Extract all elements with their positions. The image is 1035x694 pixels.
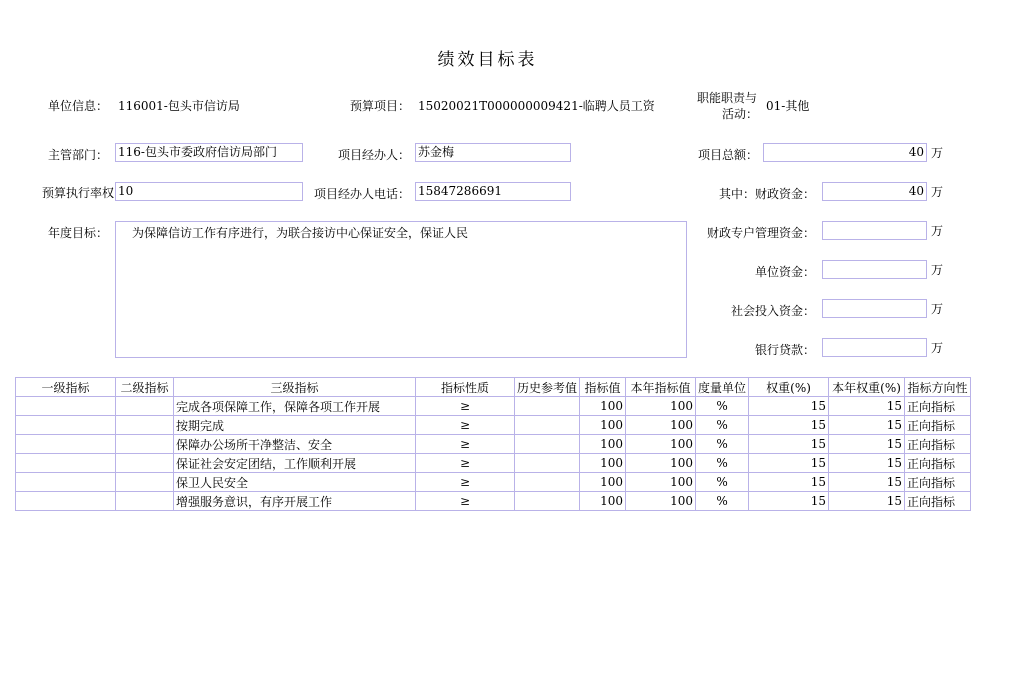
- cell-history[interactable]: [515, 416, 580, 435]
- exec-rate-field[interactable]: 10: [115, 182, 303, 201]
- cell-unit[interactable]: %: [696, 397, 749, 416]
- col-header-year-value: 本年指标值: [626, 378, 696, 397]
- cell-l1[interactable]: [16, 492, 116, 511]
- table-row: [16, 473, 971, 492]
- cell-direction[interactable]: 正向指标: [905, 416, 971, 435]
- cell-history[interactable]: [515, 454, 580, 473]
- total-field[interactable]: 40: [763, 143, 927, 162]
- col-header-l2: 二级指标: [116, 378, 174, 397]
- cell-weight[interactable]: 15: [749, 416, 829, 435]
- cell-value[interactable]: 100: [580, 454, 626, 473]
- function-label-line2: 活动：: [722, 107, 759, 121]
- fiscal-label: 其中：财政资金：: [718, 187, 815, 201]
- cell-year-value[interactable]: 100: [626, 397, 696, 416]
- cell-value[interactable]: 100: [580, 473, 626, 492]
- bank-loan-label: 银行贷款：: [754, 343, 815, 357]
- function-value: 01-其他: [766, 99, 810, 113]
- col-header-nature: 指标性质: [416, 378, 515, 397]
- cell-direction[interactable]: 正向指标: [905, 473, 971, 492]
- cell-l3[interactable]: 按期完成: [174, 416, 416, 435]
- col-header-unit: 度量单位: [696, 378, 749, 397]
- cell-history[interactable]: [515, 435, 580, 454]
- cell-direction[interactable]: 正向指标: [905, 435, 971, 454]
- col-header-weight: 权重(%): [749, 378, 829, 397]
- cell-l2[interactable]: [116, 435, 174, 454]
- col-header-l3: 三级指标: [174, 378, 416, 397]
- cell-unit[interactable]: %: [696, 416, 749, 435]
- unit-info-value: 116001-包头市信访局: [118, 99, 240, 113]
- cell-nature[interactable]: ≥: [416, 416, 515, 435]
- col-header-value: 指标值: [580, 378, 626, 397]
- table-row: [16, 397, 971, 416]
- unit-fund-field[interactable]: [822, 260, 927, 279]
- table-header-row: [16, 378, 971, 397]
- cell-unit[interactable]: %: [696, 492, 749, 511]
- cell-nature[interactable]: ≥: [416, 473, 515, 492]
- special-fund-field[interactable]: [822, 221, 927, 240]
- cell-value[interactable]: 100: [580, 416, 626, 435]
- cell-weight[interactable]: 15: [749, 454, 829, 473]
- cell-history[interactable]: [515, 397, 580, 416]
- total-label: 项目总额：: [697, 148, 758, 162]
- cell-l2[interactable]: [116, 416, 174, 435]
- cell-year-weight[interactable]: 15: [829, 492, 905, 511]
- annual-goal-label: 年度目标：: [47, 226, 108, 240]
- cell-l3[interactable]: 增强服务意识，有序开展工作: [174, 492, 416, 511]
- budget-project-value: 15020021T000000009421-临聘人员工资: [418, 99, 655, 113]
- cell-nature[interactable]: ≥: [416, 397, 515, 416]
- cell-l1[interactable]: [16, 416, 116, 435]
- cell-weight[interactable]: 15: [749, 435, 829, 454]
- social-fund-field[interactable]: [822, 299, 927, 318]
- cell-l3[interactable]: 保证社会安定团结，工作顺利开展: [174, 454, 416, 473]
- table-row: [16, 435, 971, 454]
- cell-weight[interactable]: 15: [749, 473, 829, 492]
- cell-l1[interactable]: [16, 473, 116, 492]
- manager-field[interactable]: 苏金梅: [415, 143, 571, 162]
- cell-nature[interactable]: ≥: [416, 492, 515, 511]
- cell-year-value[interactable]: 100: [626, 473, 696, 492]
- special-fund-label: 财政专户管理资金：: [706, 226, 815, 240]
- cell-l2[interactable]: [116, 492, 174, 511]
- bank-loan-unit: 万: [931, 341, 944, 355]
- cell-direction[interactable]: 正向指标: [905, 454, 971, 473]
- indicator-table: [15, 377, 971, 511]
- cell-direction[interactable]: 正向指标: [905, 492, 971, 511]
- cell-year-weight[interactable]: 15: [829, 416, 905, 435]
- cell-value[interactable]: 100: [580, 492, 626, 511]
- cell-year-weight[interactable]: 15: [829, 473, 905, 492]
- cell-l3[interactable]: 保卫人民安全: [174, 473, 416, 492]
- cell-l2[interactable]: [116, 473, 174, 492]
- col-header-l1: 一级指标: [16, 378, 116, 397]
- cell-unit[interactable]: %: [696, 473, 749, 492]
- cell-l2[interactable]: [116, 454, 174, 473]
- annual-goal-textarea[interactable]: 为保障信访工作有序进行，为联合接访中心保证安全，保证人民: [115, 221, 687, 358]
- cell-weight[interactable]: 15: [749, 492, 829, 511]
- exec-rate-label: 预算执行率权: [41, 186, 114, 200]
- fiscal-field[interactable]: 40: [822, 182, 927, 201]
- social-fund-unit: 万: [931, 302, 944, 316]
- special-fund-unit: 万: [931, 224, 944, 238]
- cell-value[interactable]: 100: [580, 397, 626, 416]
- cell-l1[interactable]: [16, 397, 116, 416]
- budget-project-label: 预算项目：: [349, 99, 410, 113]
- cell-year-value[interactable]: 100: [626, 416, 696, 435]
- cell-l1[interactable]: [16, 435, 116, 454]
- table-row: [16, 492, 971, 511]
- cell-year-value[interactable]: 100: [626, 454, 696, 473]
- fiscal-unit: 万: [931, 185, 944, 199]
- table-row: [16, 416, 971, 435]
- cell-direction[interactable]: 正向指标: [905, 397, 971, 416]
- phone-label: 项目经办人电话：: [313, 187, 410, 201]
- function-label-line1: 职能职责与: [697, 91, 758, 105]
- dept-field[interactable]: 116-包头市委政府信访局部门: [115, 143, 303, 162]
- cell-year-weight[interactable]: 15: [829, 397, 905, 416]
- cell-unit[interactable]: %: [696, 454, 749, 473]
- cell-l3[interactable]: 保障办公场所干净整洁、安全: [174, 435, 416, 454]
- cell-nature[interactable]: ≥: [416, 435, 515, 454]
- unit-info-label: 单位信息：: [47, 99, 108, 113]
- manager-label: 项目经办人：: [337, 148, 410, 162]
- cell-year-weight[interactable]: 15: [829, 454, 905, 473]
- phone-field[interactable]: 15847286691: [415, 182, 571, 201]
- col-header-direction: 指标方向性: [905, 378, 971, 397]
- cell-year-value[interactable]: 100: [626, 435, 696, 454]
- page-title: 绩效目标表: [437, 50, 538, 70]
- col-header-history: 历史参考值: [515, 378, 580, 397]
- total-unit: 万: [931, 146, 944, 160]
- unit-fund-label: 单位资金：: [754, 265, 815, 279]
- cell-history[interactable]: [515, 473, 580, 492]
- cell-l1[interactable]: [16, 454, 116, 473]
- cell-history[interactable]: [515, 492, 580, 511]
- cell-year-value[interactable]: 100: [626, 492, 696, 511]
- cell-value[interactable]: 100: [580, 435, 626, 454]
- unit-fund-unit: 万: [931, 263, 944, 277]
- cell-l2[interactable]: [116, 397, 174, 416]
- cell-year-weight[interactable]: 15: [829, 435, 905, 454]
- bank-loan-field[interactable]: [822, 338, 927, 357]
- cell-nature[interactable]: ≥: [416, 454, 515, 473]
- cell-weight[interactable]: 15: [749, 397, 829, 416]
- col-header-year-weight: 本年权重(%): [829, 378, 905, 397]
- dept-label: 主管部门：: [47, 148, 108, 162]
- cell-l3[interactable]: 完成各项保障工作，保障各项工作开展: [174, 397, 416, 416]
- cell-unit[interactable]: %: [696, 435, 749, 454]
- social-fund-label: 社会投入资金：: [730, 304, 815, 318]
- table-row: [16, 454, 971, 473]
